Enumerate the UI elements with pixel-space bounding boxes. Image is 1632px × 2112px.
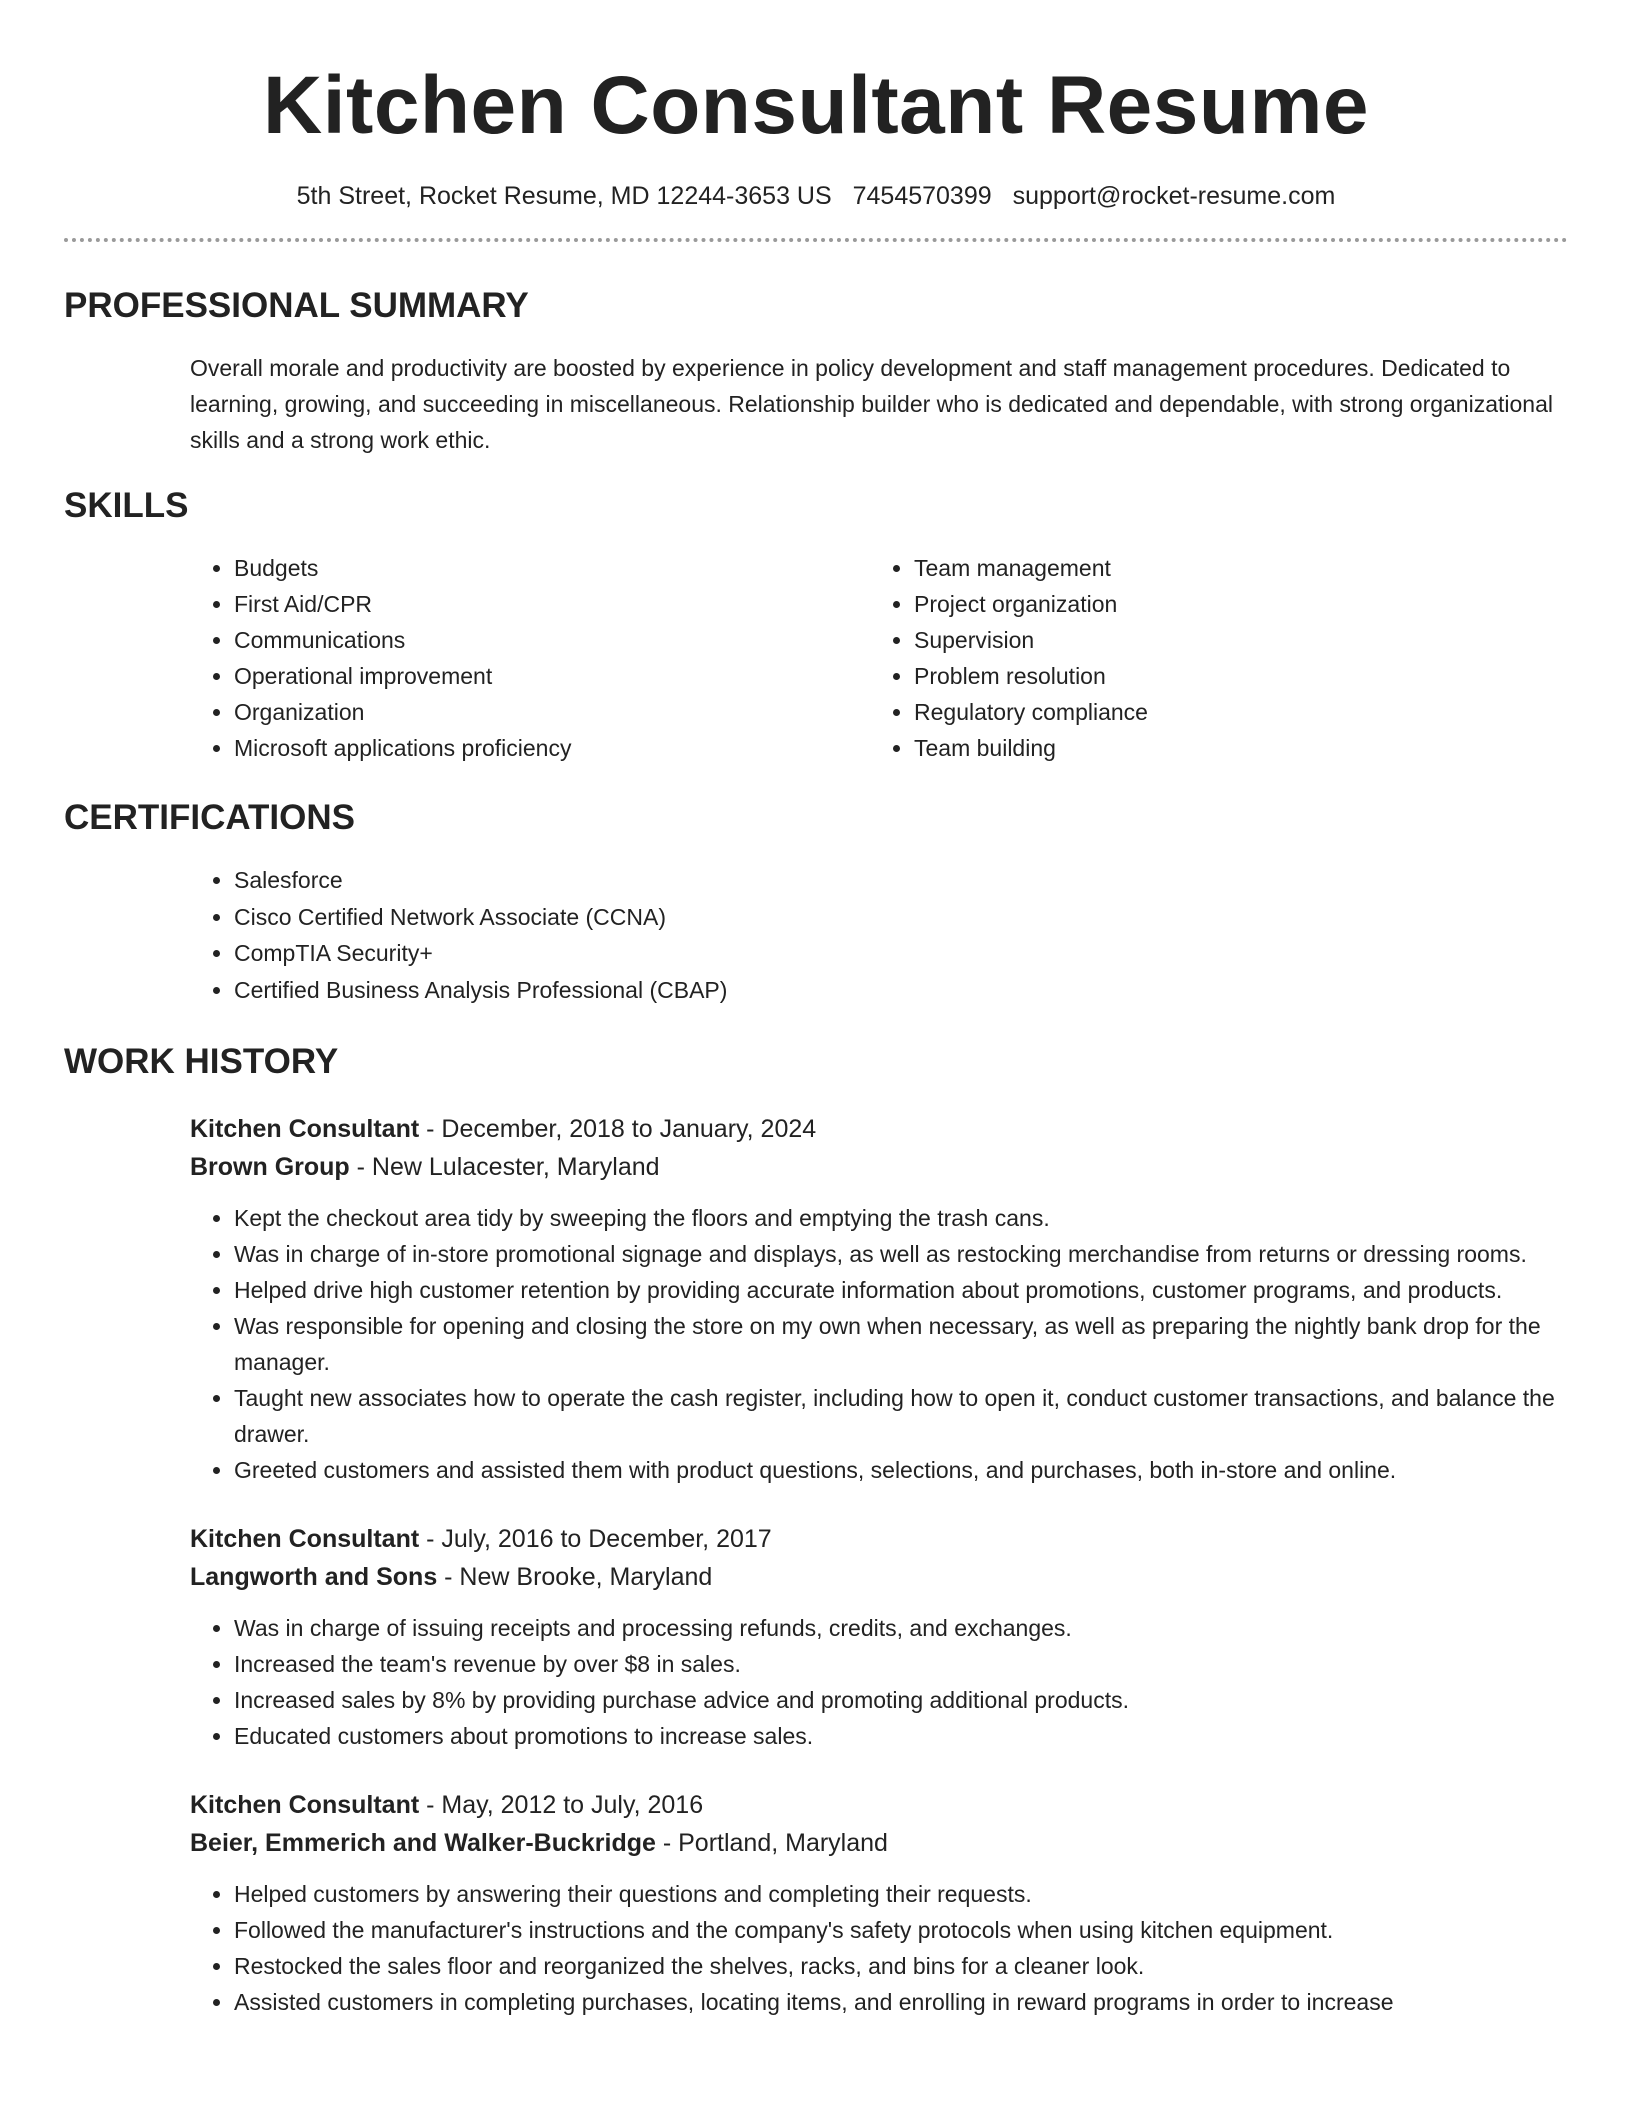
job-location: - New Brooke, Maryland	[437, 1563, 713, 1591]
job-title: Kitchen Consultant	[190, 1115, 420, 1143]
skill-item: • Budgets	[234, 550, 870, 586]
certification-item: • Cisco Certified Network Associate (CCNA)	[234, 899, 1568, 936]
job-title: Kitchen Consultant	[190, 1525, 420, 1553]
skill-item: • Team building	[914, 730, 1474, 766]
job-bullet: • Greeted customers and assisted them with product questions, selections, and purchases, both in-store and online.	[234, 1452, 1568, 1488]
skill-item: • Project organization	[914, 586, 1474, 622]
job-bullet: • Was in charge of issuing receipts and processing refunds, credits, and exchanges.	[234, 1610, 1568, 1646]
job-bullets	[190, 1200, 1568, 1488]
skill-item: • Communications	[234, 622, 870, 658]
resume-page	[64, 0, 1568, 2020]
job-bullet: • Assisted customers in completing purchases, locating items, and enrolling in reward programs in order to increase	[234, 1984, 1568, 2020]
certifications-heading: CERTIFICATIONS	[64, 798, 356, 837]
job-bullet: • Helped drive high customer retention by providing accurate information about promotions, customer programs, and products.	[234, 1272, 1568, 1308]
contact-line	[64, 180, 1568, 212]
job-bullet: • Was in charge of in-store promotional signage and displays, as well as restocking merchandise from returns or dressing rooms.	[234, 1236, 1568, 1272]
certifications-list	[190, 862, 1568, 1008]
job-company: Langworth and Sons	[190, 1563, 438, 1591]
contact-phone: 7454570399	[852, 182, 992, 210]
skill-item: • Regulatory compliance	[914, 694, 1474, 730]
resume-title: Kitchen Consultant Resume	[263, 60, 1369, 151]
job-bullet: • Followed the manufacturer's instructions and the company's safety protocols when using kitchen equipment.	[234, 1912, 1568, 1948]
certifications-bullets	[190, 862, 1568, 1008]
job-location: - Portland, Maryland	[655, 1829, 888, 1857]
job-bullet: • Restocked the sales floor and reorganized the shelves, racks, and bins for a cleaner look.	[234, 1948, 1568, 1984]
skill-item: • Problem resolution	[914, 658, 1474, 694]
job-bullet: • Taught new associates how to operate the cash register, including how to open it, conduct customer transactions, and balance the drawer.	[234, 1380, 1568, 1452]
job-title-line	[190, 1520, 1568, 1558]
job-company: Beier, Emmerich and Walker-Buckridge	[190, 1829, 656, 1857]
header-divider	[64, 238, 1568, 242]
job-title: Kitchen Consultant	[190, 1791, 420, 1819]
job-entry	[190, 1520, 1568, 1754]
skill-item: • First Aid/CPR	[234, 586, 870, 622]
certification-item: • Certified Business Analysis Professional (CBAP)	[234, 972, 1568, 1009]
job-company-line	[190, 1824, 1568, 1862]
summary-text: Overall morale and productivity are boosted by experience in policy development and staff management procedures. Dedicated to learning, growing, and succeeding in miscellaneous. Relationship builder who is dedicated and dependable, with strong organizational skills and a strong work ethic.	[190, 355, 1553, 453]
job-bullet: • Increased the team's revenue by over $8 in sales.	[234, 1646, 1568, 1682]
certification-item: • Salesforce	[234, 862, 1568, 899]
skills-column-right	[870, 550, 1474, 766]
job-title-line	[190, 1786, 1568, 1824]
job-dates: - December, 2018 to January, 2024	[419, 1115, 817, 1143]
job-bullet: • Educated customers about promotions to increase sales.	[234, 1718, 1568, 1754]
job-bullets	[190, 1876, 1568, 2020]
job-bullet: • Was responsible for opening and closing the store on my own when necessary, as well as preparing the nightly bank drop for the manager.	[234, 1308, 1568, 1380]
skill-item: • Operational improvement	[234, 658, 870, 694]
job-company-line	[190, 1558, 1568, 1596]
skill-item: • Microsoft applications proficiency	[234, 730, 870, 766]
contact-email: support@rocket-resume.com	[1012, 182, 1336, 210]
job-dates: - May, 2012 to July, 2016	[419, 1791, 704, 1819]
job-title-line	[190, 1110, 1568, 1148]
contact-address: 5th Street, Rocket Resume, MD 12244-3653 US	[296, 182, 832, 210]
job-bullet: • Helped customers by answering their questions and completing their requests.	[234, 1876, 1568, 1912]
job-dates: - July, 2016 to December, 2017	[419, 1525, 772, 1553]
job-company-line	[190, 1148, 1568, 1186]
skill-item: • Organization	[234, 694, 870, 730]
skills-column-left	[190, 550, 870, 766]
skills-heading: SKILLS	[64, 486, 189, 525]
skill-item: • Team management	[914, 550, 1474, 586]
job-bullets	[190, 1610, 1568, 1754]
certification-item: • CompTIA Security+	[234, 935, 1568, 972]
job-entry	[190, 1110, 1568, 1488]
work-history-heading: WORK HISTORY	[64, 1042, 339, 1081]
summary-heading: PROFESSIONAL SUMMARY	[64, 286, 529, 325]
job-bullet: • Increased sales by 8% by providing purchase advice and promoting additional products.	[234, 1682, 1568, 1718]
job-company: Brown Group	[190, 1153, 350, 1181]
skills-list	[190, 550, 1568, 766]
skill-item: • Supervision	[914, 622, 1474, 658]
job-bullet: • Kept the checkout area tidy by sweeping the floors and emptying the trash cans.	[234, 1200, 1568, 1236]
job-location: - New Lulacester, Maryland	[349, 1153, 660, 1181]
job-entry	[190, 1786, 1568, 2020]
